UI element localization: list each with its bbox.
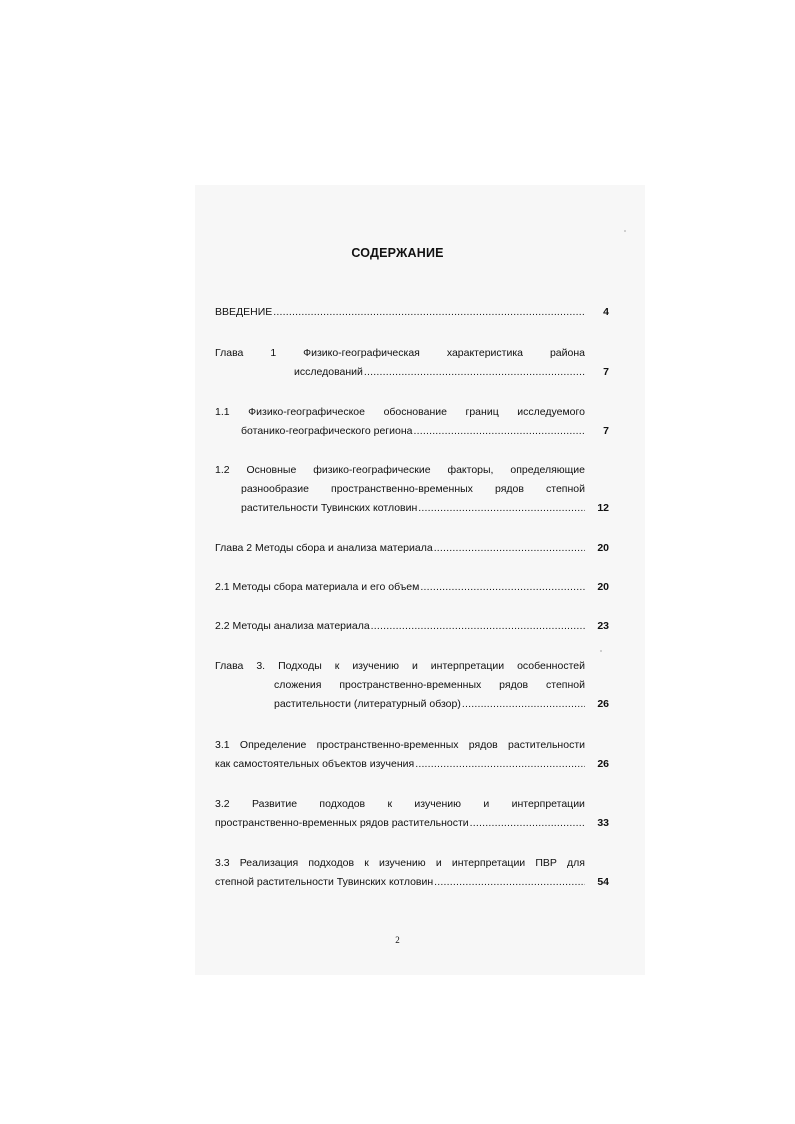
toc-word: особенностей [517,660,585,672]
toc-word: пространственно-временных [316,739,459,751]
toc-page-number: 7 [603,425,609,437]
dot-leader [420,580,585,595]
toc-word: Реализация [239,857,299,869]
toc-entry-text: исследований [294,366,363,378]
toc-word: Подходы [278,660,322,672]
toc-entry-line [215,757,585,772]
toc-entry-line [241,424,585,439]
toc-word: района [549,347,585,359]
toc-word: растительности [508,739,585,751]
toc-page-number: 7 [603,366,609,378]
toc-word: Глава [215,347,244,359]
toc-word: Физико-географическое [248,406,365,418]
toc-word: и [435,857,442,869]
toc-word: Развитие [251,798,298,810]
toc-entry-line [274,678,585,693]
toc-word: факторы, [447,464,494,476]
toc-word: физико-географические [313,464,431,476]
dot-leader [415,757,585,772]
toc-word: рядов [499,679,529,691]
toc-entry-line [215,738,585,753]
toc-entry-text: степной растительности Тувинских котловин [215,876,434,888]
toc-word: интерпретации [451,857,526,869]
toc-word: обоснование [383,406,447,418]
toc-word: к [334,660,340,672]
toc-word: 3. [256,660,266,672]
toc-word: 1.1 [215,406,230,418]
toc-entry-text: растительности Тувинских котловин [241,502,418,514]
toc-word: к [364,857,369,869]
toc-word: 3.1 [215,739,230,751]
toc-entry-line [215,405,585,420]
toc-word: подходов [308,857,355,869]
toc-entry-line [215,875,585,890]
dot-leader [273,305,585,320]
toc-entry-text: растительности (литературный обзор) [274,698,461,710]
toc-word: изучению [414,798,462,810]
toc-word: 3.3 [215,857,230,869]
toc-entry-line [215,541,585,556]
dot-leader [434,541,585,556]
toc-entry-text: ботанико-географического региона [241,425,413,437]
toc-word: пространственно-временных [339,679,482,691]
toc-page-number: 23 [597,620,609,632]
toc-entry-line [215,580,585,595]
toc-entry-line [241,482,585,497]
dot-leader [371,619,585,634]
toc-word: степной [546,679,585,691]
toc-entry-text: Глава 2 Методы сбора и анализа материала [215,542,433,554]
toc-word: разнообразие [241,483,309,495]
dot-leader [434,875,585,890]
toc-word: для [567,857,585,869]
toc-page-number: 33 [597,817,609,829]
toc-word: рядов [494,483,524,495]
dot-leader [470,816,585,831]
toc-word: Глава [215,660,244,672]
toc-word: и [411,660,418,672]
toc-word: интерпретации [511,798,585,810]
toc-word: степной [546,483,585,495]
toc-entry-line [215,346,585,361]
toc-entry-line [241,501,585,516]
toc-word: 3.2 [215,798,230,810]
toc-word: и [483,798,490,810]
toc-page-number: 54 [597,876,609,888]
scan-speck [600,650,602,652]
toc-word: пространственно-временных [331,483,473,495]
toc-entry-line [215,619,585,634]
toc-entry-line [215,463,585,478]
toc-entry-text: 2.1 Методы сбора материала и его объем [215,581,420,593]
toc-entry-line [215,797,585,812]
toc-page-number: 20 [597,542,609,554]
toc-word: характеристика [446,347,523,359]
toc-word: определяющие [510,464,585,476]
toc-page-number: 20 [597,581,609,593]
toc-word: Определение [239,739,307,751]
toc-word: сложения [274,679,322,691]
toc-page-number: 26 [597,758,609,770]
toc-entry-line [215,659,585,674]
toc-entry-text: пространственно-временных рядов растительности [215,817,469,829]
toc-word: 1.2 [215,464,230,476]
toc-word: подходов [319,798,366,810]
toc-word: интерпретации [430,660,505,672]
footer-page-number: 2 [395,935,400,945]
toc-page-number: 12 [597,502,609,514]
toc-word: границ [465,406,499,418]
toc-word: Основные [246,464,297,476]
dot-leader [418,501,585,516]
toc-word: изучению [352,660,399,672]
toc-entry-text: 2.2 Методы анализа материала [215,620,370,632]
toc-word: ПВР [535,857,557,869]
toc-word: Физико-географическая [303,347,420,359]
toc-entry-line [294,365,585,380]
toc-entry-line [274,697,585,712]
toc-entry-text: ВВЕДЕНИЕ [215,306,273,318]
dot-leader [413,424,585,439]
toc-word: изучению [378,857,426,869]
toc-page-number: 26 [597,698,609,710]
scan-speck [624,230,626,232]
toc-word: к [387,798,393,810]
toc-word: 1 [270,347,277,359]
toc-entry-text: как самостоятельных объектов изучения [215,758,415,770]
dot-leader [462,697,585,712]
toc-entry-line [215,305,585,320]
toc-entry-line [215,856,585,871]
toc-word: исследуемого [517,406,585,418]
dot-leader [364,365,585,380]
page-title: СОДЕРЖАНИЕ [351,246,444,260]
toc-page-number: 4 [603,306,609,318]
toc-entry-line [215,816,585,831]
toc-word: рядов [468,739,498,751]
